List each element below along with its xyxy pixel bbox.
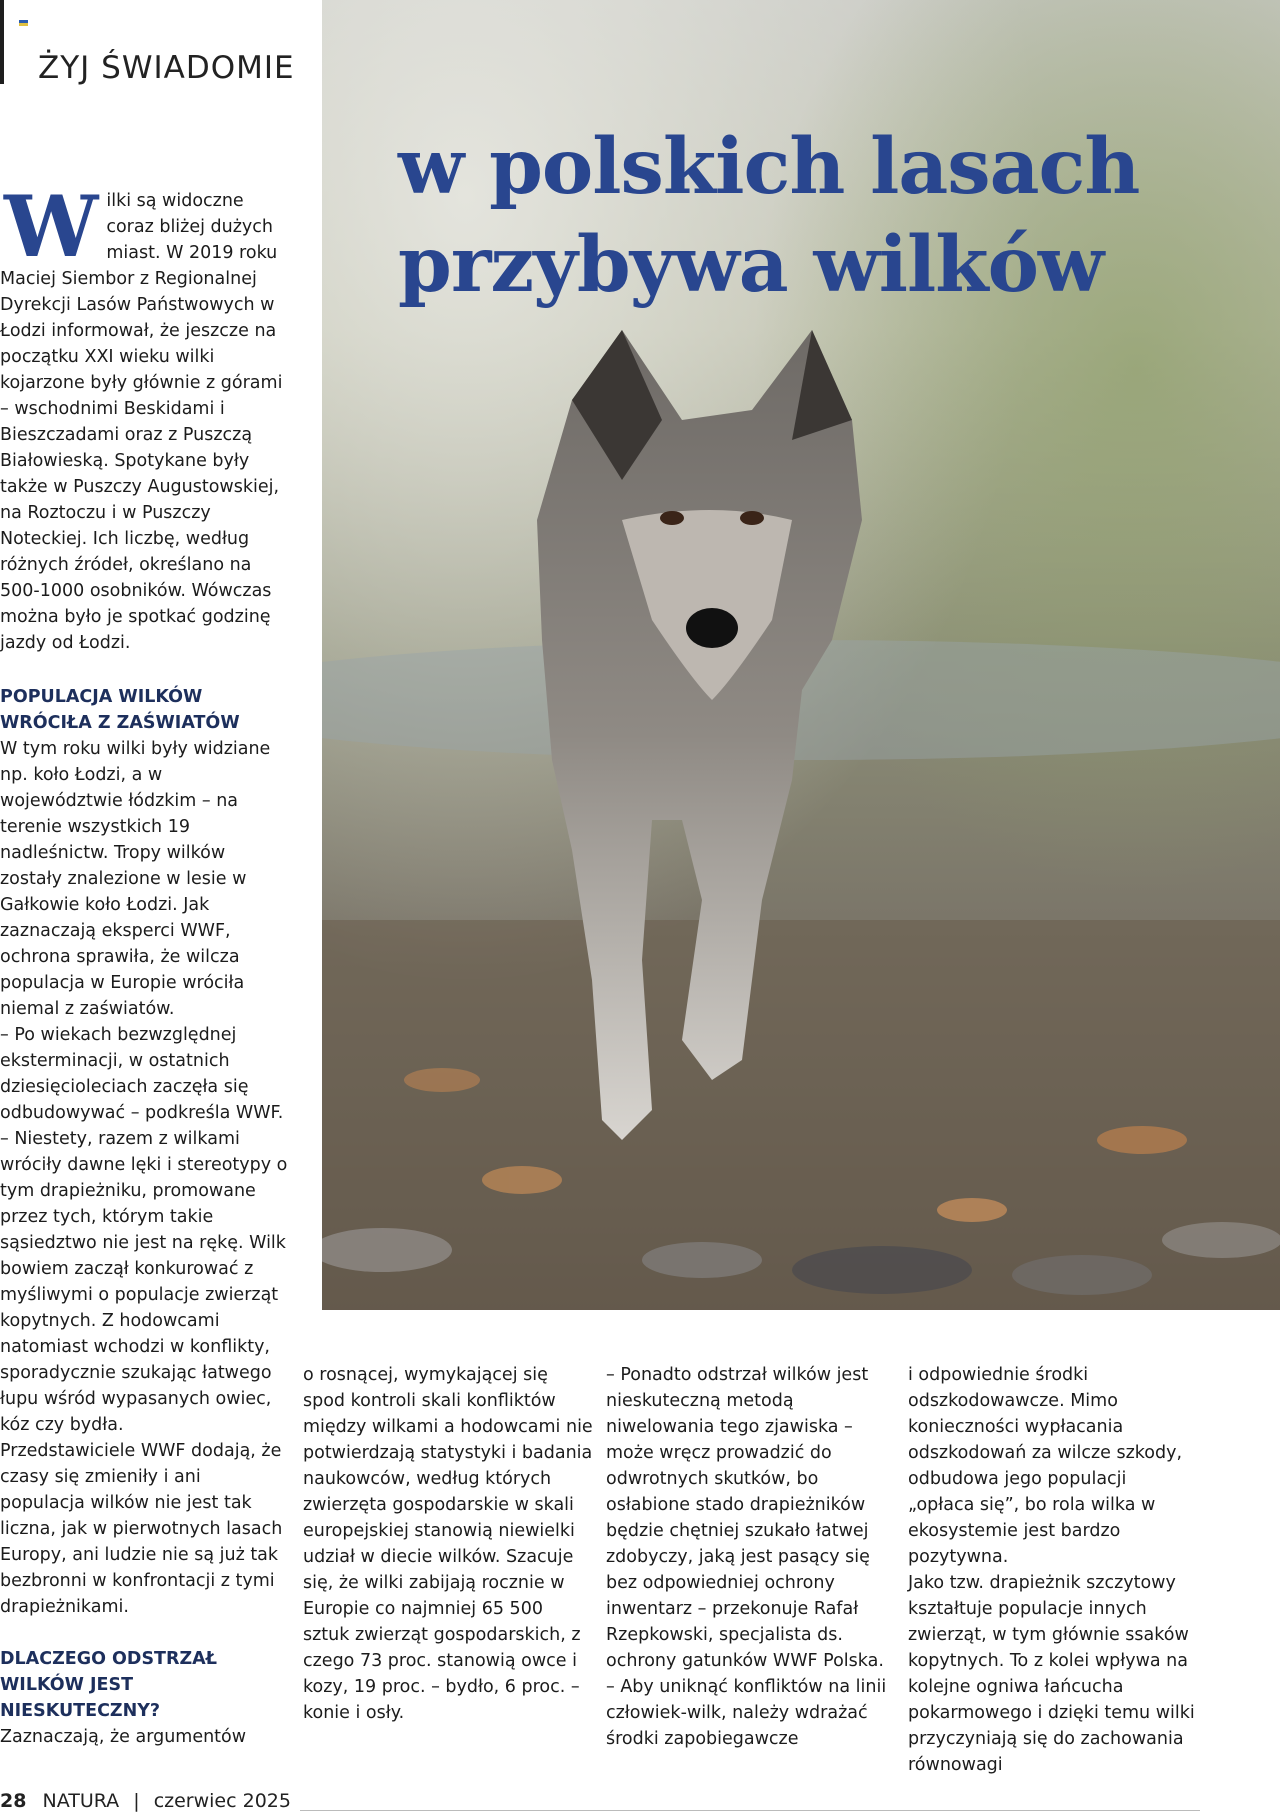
article-column-1 [0,684,290,1750]
section-marker-icon [19,20,28,26]
article-column-2 [303,1362,593,1726]
column-3-text: – Ponadto odstrzał wilków jest nieskuteczną metodą niwelowania tego zjawiska – może wręcz prowadzić do odwrotnych skutków, bo osłabione stado drapieżników będzie chętniej szukało łatwej zdobyczy, jaką jest pasący się bez odpowiedniej ochrony inwentarz – przekonuje Rafał Rzepkowski, specjalista ds. ochrony gatunków WWF Polska. – Aby uniknąć konfliktów na linii człowiek-wilk, należy wdrażać środki zapobiegawcze [606,1365,887,1749]
paragraph-3: Przedstawiciele WWF dodają, że czasy się zmieniły i ani populacja wilków nie jest tak liczna, jak w pierwotnych lasach Europy, ani ludzie nie są już tak bezbronni w konfrontacji z tymi drapieżnikami. [0,1441,283,1617]
footer-rule [300,1810,1200,1811]
paragraph-1: W tym roku wilki były widziane np. koło Łodzi, a w województwie łódzkim – na terenie wszystkich 19 nadleśnictw. Tropy wilków zostały znalezione w lesie w Gałkowie koło Łodzi. Jak zaznaczają eksperci WWF, ochrona sprawiła, że wilcza populacja w Europie wróciła niemal z zaświatów. [0,739,271,1019]
headline-line-2: przybywa wilków [398,220,1104,310]
paragraph-4: Zaznaczają, że argumentów [0,1727,247,1747]
column-2-text: o rosnącej, wymykającej się spod kontroli skali konfliktów między wilkami a hodowcami nie potwierdzają statystyki i badania naukowców, według których zwierzęta gospodarskie w skali europejskiej stanowią niewielki udział w diecie wilków. Szacuje się, że wilki zabijają rocznie w Europie co najmniej 65 500 sztuk zwierząt gospodarskich, z czego 73 proc. stanowią owce i kozy, 19 proc. – bydło, 6 proc. – konie i osły. [303,1365,593,1723]
paragraph-2: – Po wiekach bezwzględnej eksterminacji, w ostatnich dziesięcioleciach zaczęła się odbudowywać – podkreśla WWF. – Niestety, razem z wilkami wróciły dawne lęki i stereotypy o tym drapieżniku, promowane przez tych, którym takie sąsiedztwo nie jest na rękę. Wilk bowiem zaczął konkurować z myśliwymi o populacje zwierząt kopytnych. Z hodowcami natomiast wchodzi w konflikty, sporadycznie szukając łatwego łupu wśród wypasanych owiec, kóz czy bydła. [0,1025,288,1435]
intro-paragraph: ilki są widoczne coraz bliżej dużych miast. W 2019 roku Maciej Siembor z Regionalnej Dyrekcji Lasów Państwowych w Łodzi informował, że jeszcze na początku XXI wieku wilki kojarzone były głównie z górami – wschodnimi Beskidami i Bieszczadami oraz z Puszczą Białowieską. Spotykane były także w Puszczy Augustowskiej, na Roztoczu i w Puszczy Noteckiej. Ich liczbę, według różnych źródeł, określano na 500-1000 osobników. Wówczas można było je spotkać godzinę jazdy od Łodzi. [0,191,283,653]
section-label: ŻYJ ŚWIADOMIE [38,50,295,86]
footer-separator: | [133,1790,140,1812]
article-intro [0,177,290,656]
drop-cap: W [4,177,99,276]
column-4-text-a: i odpowiednie środki odszkodowawcze. Mimo konieczności wypłacania odszkodowań za wilcze szkody, odbudowa jego populacji „opłaca się”, bo rola wilka w ekosystemie jest bardzo pozytywna. [908,1365,1183,1567]
article-column-3 [606,1362,896,1752]
headline [398,118,1258,314]
section-rule [0,0,4,84]
subheading-1: POPULACJA WILKÓW WRÓCIŁA Z ZAŚWIATÓW [0,687,240,733]
column-4-text-b: Jako tzw. drapieżnik szczytowy kształtuje populacje innych zwierząt, w tym głównie ssaków kopytnych. To z kolei wpływa na kolejne ogniwa łańcucha pokarmowego i dzięki temu wilki przyczyniają się do zachowania równowagi [908,1573,1195,1775]
page-number: 28 [0,1790,27,1812]
headline-line-1: w polskich lasach [398,122,1140,212]
page-footer [0,1790,291,1812]
article-column-4 [908,1362,1198,1778]
issue-date: czerwiec 2025 [153,1790,291,1812]
magazine-name: NATURA [42,1790,120,1812]
subheading-2: DLACZEGO ODSTRZAŁ WILKÓW JEST NIESKUTECZNY? [0,1649,217,1721]
